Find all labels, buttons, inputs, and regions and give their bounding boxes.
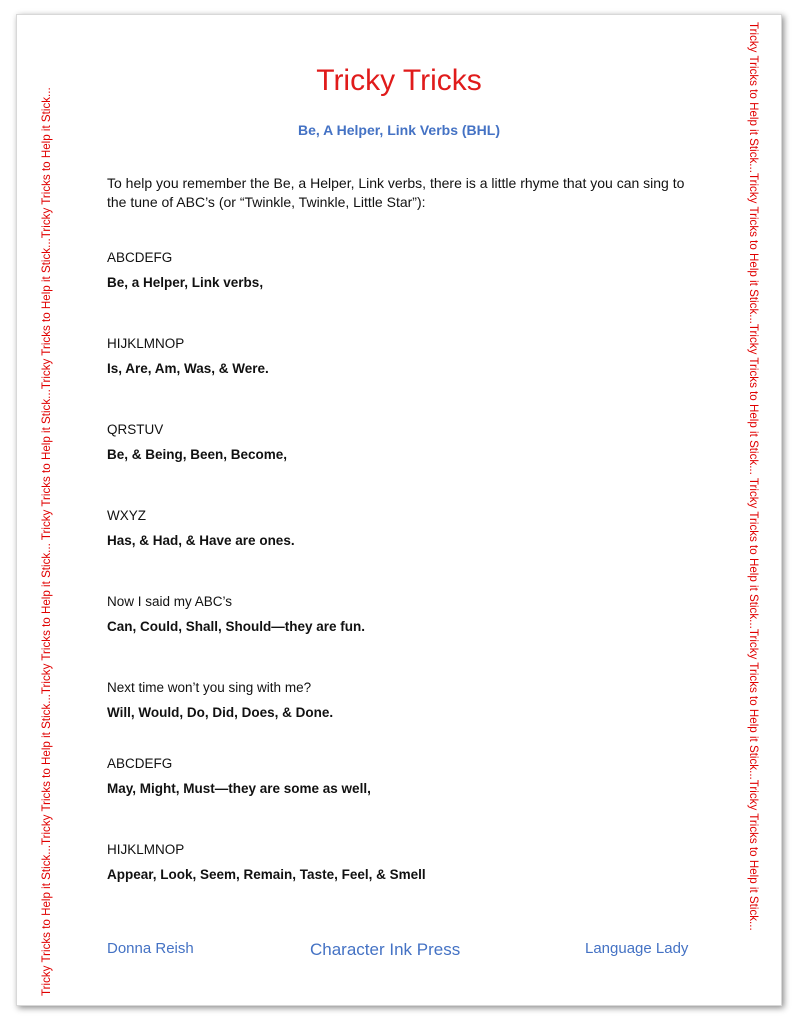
- stanza-6: [107, 680, 333, 720]
- stanza-letters: ABCDEFG: [107, 756, 173, 771]
- stanza-verbs: Be, a Helper, Link verbs,: [107, 275, 264, 290]
- stanza-letters: Next time won’t you sing with me?: [107, 680, 312, 695]
- stanza-8: [107, 842, 426, 882]
- stanza-verbs: Be, & Being, Been, Become,: [107, 447, 288, 462]
- stanza-verbs: Is, Are, Am, Was, & Were.: [107, 361, 269, 376]
- stanza-5: [107, 594, 365, 634]
- stanza-3: [107, 422, 287, 462]
- page-title: Tricky Tricks: [316, 64, 482, 97]
- stanza-letters: WXYZ: [107, 508, 146, 523]
- stanza-2: [107, 336, 269, 376]
- footer-publisher: Character Ink Press: [310, 940, 461, 959]
- page-subtitle: Be, A Helper, Link Verbs (BHL): [297, 122, 500, 138]
- stanza-verbs: Has, & Had, & Have are ones.: [107, 533, 295, 548]
- stanza-letters: QRSTUV: [107, 422, 164, 437]
- intro-paragraph: To help you remember the Be, a Helper, Link verbs, there is a little rhyme that you can sing to the tune of ABC’s (or “Twinkle, Twinkle, Little Star”):: [107, 175, 685, 210]
- stanza-verbs: Can, Could, Shall, Should—they are fun.: [107, 619, 366, 634]
- stanza-verbs: Appear, Look, Seem, Remain, Taste, Feel, & Smell: [107, 867, 426, 882]
- stanza-letters: ABCDEFG: [107, 250, 173, 265]
- stanza-verbs: Will, Would, Do, Did, Does, & Done.: [107, 705, 334, 720]
- stanza-7: [107, 756, 371, 796]
- stanza-1: [107, 250, 263, 290]
- stanza-letters: HIJKLMNOP: [107, 336, 185, 351]
- stanza-verbs: May, Might, Must—they are some as well,: [107, 781, 371, 796]
- stanza-letters: Now I said my ABC’s: [107, 594, 233, 609]
- side-banner-right: Tricky Tricks to Help it Stick...Tricky Tricks to Help it Stick...Tricky Tricks to Help it Stick... Tricky Tricks to Help it Stick...Tricky Tricks to Help it Stick...Tricky Tricks to Help it Stick...: [747, 22, 760, 931]
- footer-brand: Language Lady: [585, 940, 689, 957]
- side-banner-left: Tricky Tricks to Help it Stick...Tricky Tricks to Help it Stick...Tricky Tricks to Help it Stick... Tricky Tricks to Help it Stick...Tricky Tricks to Help it Stick...Tricky Tricks to Help it Stick...: [40, 87, 53, 996]
- footer-author: Donna Reish: [107, 940, 194, 957]
- stanza-letters: HIJKLMNOP: [107, 842, 185, 857]
- stanza-4: [107, 508, 295, 548]
